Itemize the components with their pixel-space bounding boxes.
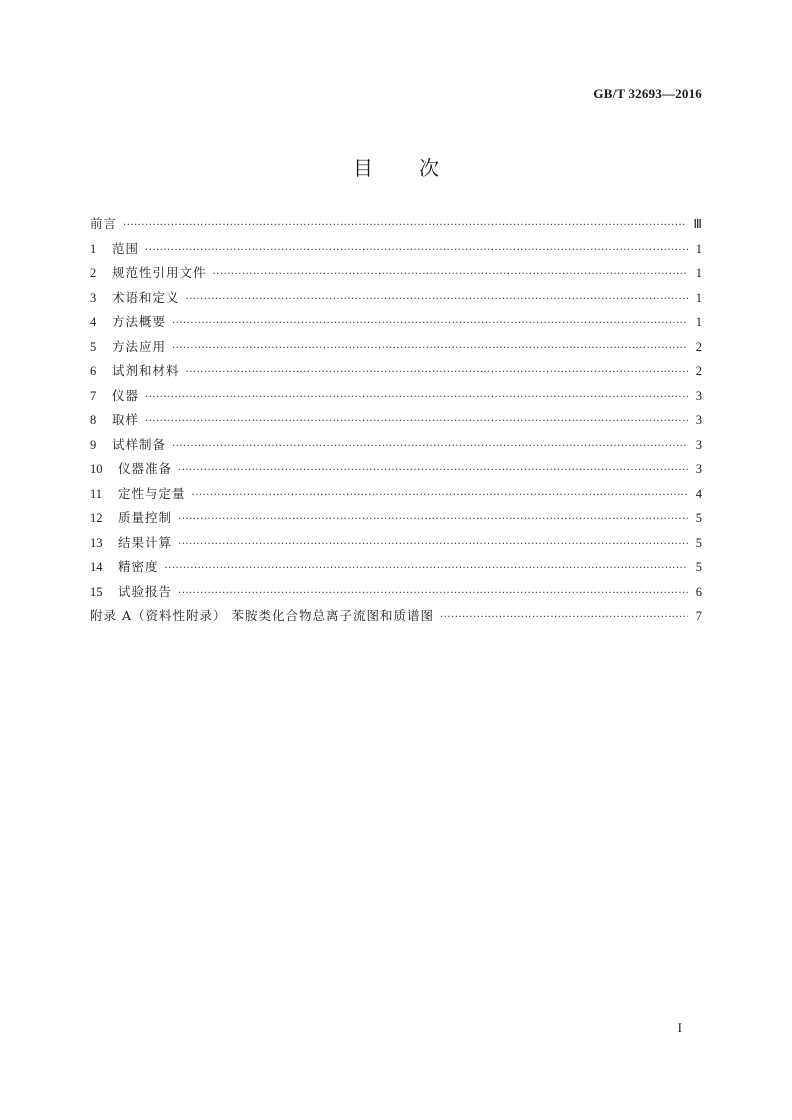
toc-entry-page: 3 xyxy=(695,413,702,427)
toc-entry-4[interactable] xyxy=(90,312,702,337)
toc-entry-page: 3 xyxy=(695,437,702,452)
toc-entry-label: 范围 xyxy=(112,240,140,256)
toc-entry-number: 10 xyxy=(90,462,103,476)
toc-entry-page: 1 xyxy=(695,266,702,280)
standard-code: GB/T 32693—2016 xyxy=(593,86,702,101)
toc-entry-9[interactable] xyxy=(90,435,702,460)
toc-entry-page: 5 xyxy=(695,560,702,574)
toc-entry-label: 仪器 xyxy=(112,387,140,403)
dot-leader xyxy=(192,490,688,501)
toc-entry-11[interactable] xyxy=(90,484,702,509)
dot-leader xyxy=(145,416,688,427)
toc-entry-number: 15 xyxy=(90,584,103,599)
toc-entry-page: 1 xyxy=(695,315,702,329)
toc-entry-label: 方法应用 xyxy=(112,338,167,354)
toc-entry-number: 3 xyxy=(90,290,97,305)
toc-title-part1: 目 xyxy=(353,156,373,180)
toc-entry-foreword[interactable] xyxy=(90,214,702,239)
dot-leader xyxy=(213,269,688,280)
toc-entry-number: 12 xyxy=(90,511,103,525)
toc-entry-page: 3 xyxy=(695,462,702,476)
toc-entry-page: 2 xyxy=(695,339,702,354)
dot-leader xyxy=(165,563,688,574)
dot-leader xyxy=(172,318,688,329)
toc-entry-page: 4 xyxy=(695,486,702,501)
table-of-contents xyxy=(90,214,702,631)
toc-entry-page: 2 xyxy=(695,364,702,378)
toc-entry-number: 9 xyxy=(90,437,97,452)
toc-entry-page: Ⅲ xyxy=(693,217,702,231)
toc-entry-page: 7 xyxy=(695,609,702,623)
toc-entry-label: 试剂和材料 xyxy=(112,363,180,378)
toc-entry-13[interactable] xyxy=(90,533,702,558)
toc-entry-number: 13 xyxy=(90,535,103,550)
toc-entry-8[interactable] xyxy=(90,410,702,435)
toc-entry-label: 仪器准备 xyxy=(118,461,173,476)
dot-leader xyxy=(178,539,688,550)
toc-entry-label: 质量控制 xyxy=(118,510,173,525)
toc-entry-number: 1 xyxy=(90,241,97,256)
dot-leader xyxy=(145,392,688,403)
dot-leader xyxy=(172,441,688,452)
toc-entry-number: 11 xyxy=(90,486,103,501)
toc-entry-page: 1 xyxy=(695,241,702,256)
toc-entry-label: 精密度 xyxy=(118,559,159,574)
dot-leader xyxy=(440,612,688,623)
toc-entry-page: 5 xyxy=(695,535,702,550)
toc-entry-2[interactable] xyxy=(90,263,702,288)
toc-title-part2: 次 xyxy=(419,156,439,180)
dot-leader xyxy=(172,343,688,354)
toc-entry-number: 8 xyxy=(90,413,97,427)
dot-leader xyxy=(178,514,688,525)
toc-entry-number: 7 xyxy=(90,388,97,403)
toc-entry-1[interactable] xyxy=(90,239,702,264)
toc-entry-page: 5 xyxy=(695,511,702,525)
toc-entry-label: 取样 xyxy=(112,412,140,427)
toc-entry-label: 规范性引用文件 xyxy=(112,265,207,280)
toc-entry-page: 1 xyxy=(695,290,702,305)
toc-title xyxy=(0,152,792,181)
toc-entry-15[interactable] xyxy=(90,582,702,607)
toc-entry-number: 14 xyxy=(90,560,103,574)
dot-leader xyxy=(178,588,688,599)
toc-entry-label: 结果计算 xyxy=(118,534,173,550)
toc-entry-number: 6 xyxy=(90,364,97,378)
toc-entry-number: 5 xyxy=(90,339,97,354)
toc-entry-label: 试样制备 xyxy=(112,436,167,452)
toc-entry-page: 6 xyxy=(695,584,702,599)
dot-leader xyxy=(123,220,687,231)
toc-entry-label: 定性与定量 xyxy=(118,485,186,501)
dot-leader xyxy=(186,294,688,305)
toc-entry-14[interactable] xyxy=(90,557,702,582)
toc-entry-label: 前言 xyxy=(90,216,118,231)
toc-entry-12[interactable] xyxy=(90,508,702,533)
dot-leader xyxy=(145,245,688,256)
toc-entry-page: 3 xyxy=(695,388,702,403)
toc-entry-5[interactable] xyxy=(90,337,702,362)
toc-entry-10[interactable] xyxy=(90,459,702,484)
footer-page-number: I xyxy=(677,1020,682,1035)
toc-entry-appendix-a[interactable] xyxy=(90,606,702,631)
toc-entry-label: 试验报告 xyxy=(118,583,173,599)
toc-entry-label: 术语和定义 xyxy=(112,289,180,305)
toc-entry-label: 附录 A（资料性附录） 苯胺类化合物总离子流图和质谱图 xyxy=(90,608,434,623)
toc-entry-number: 4 xyxy=(90,315,97,329)
toc-entry-3[interactable] xyxy=(90,288,702,313)
dot-leader xyxy=(178,465,688,476)
toc-entry-6[interactable] xyxy=(90,361,702,386)
toc-entry-7[interactable] xyxy=(90,386,702,411)
dot-leader xyxy=(186,367,688,378)
toc-entry-number: 2 xyxy=(90,266,97,280)
toc-entry-label: 方法概要 xyxy=(112,314,167,329)
